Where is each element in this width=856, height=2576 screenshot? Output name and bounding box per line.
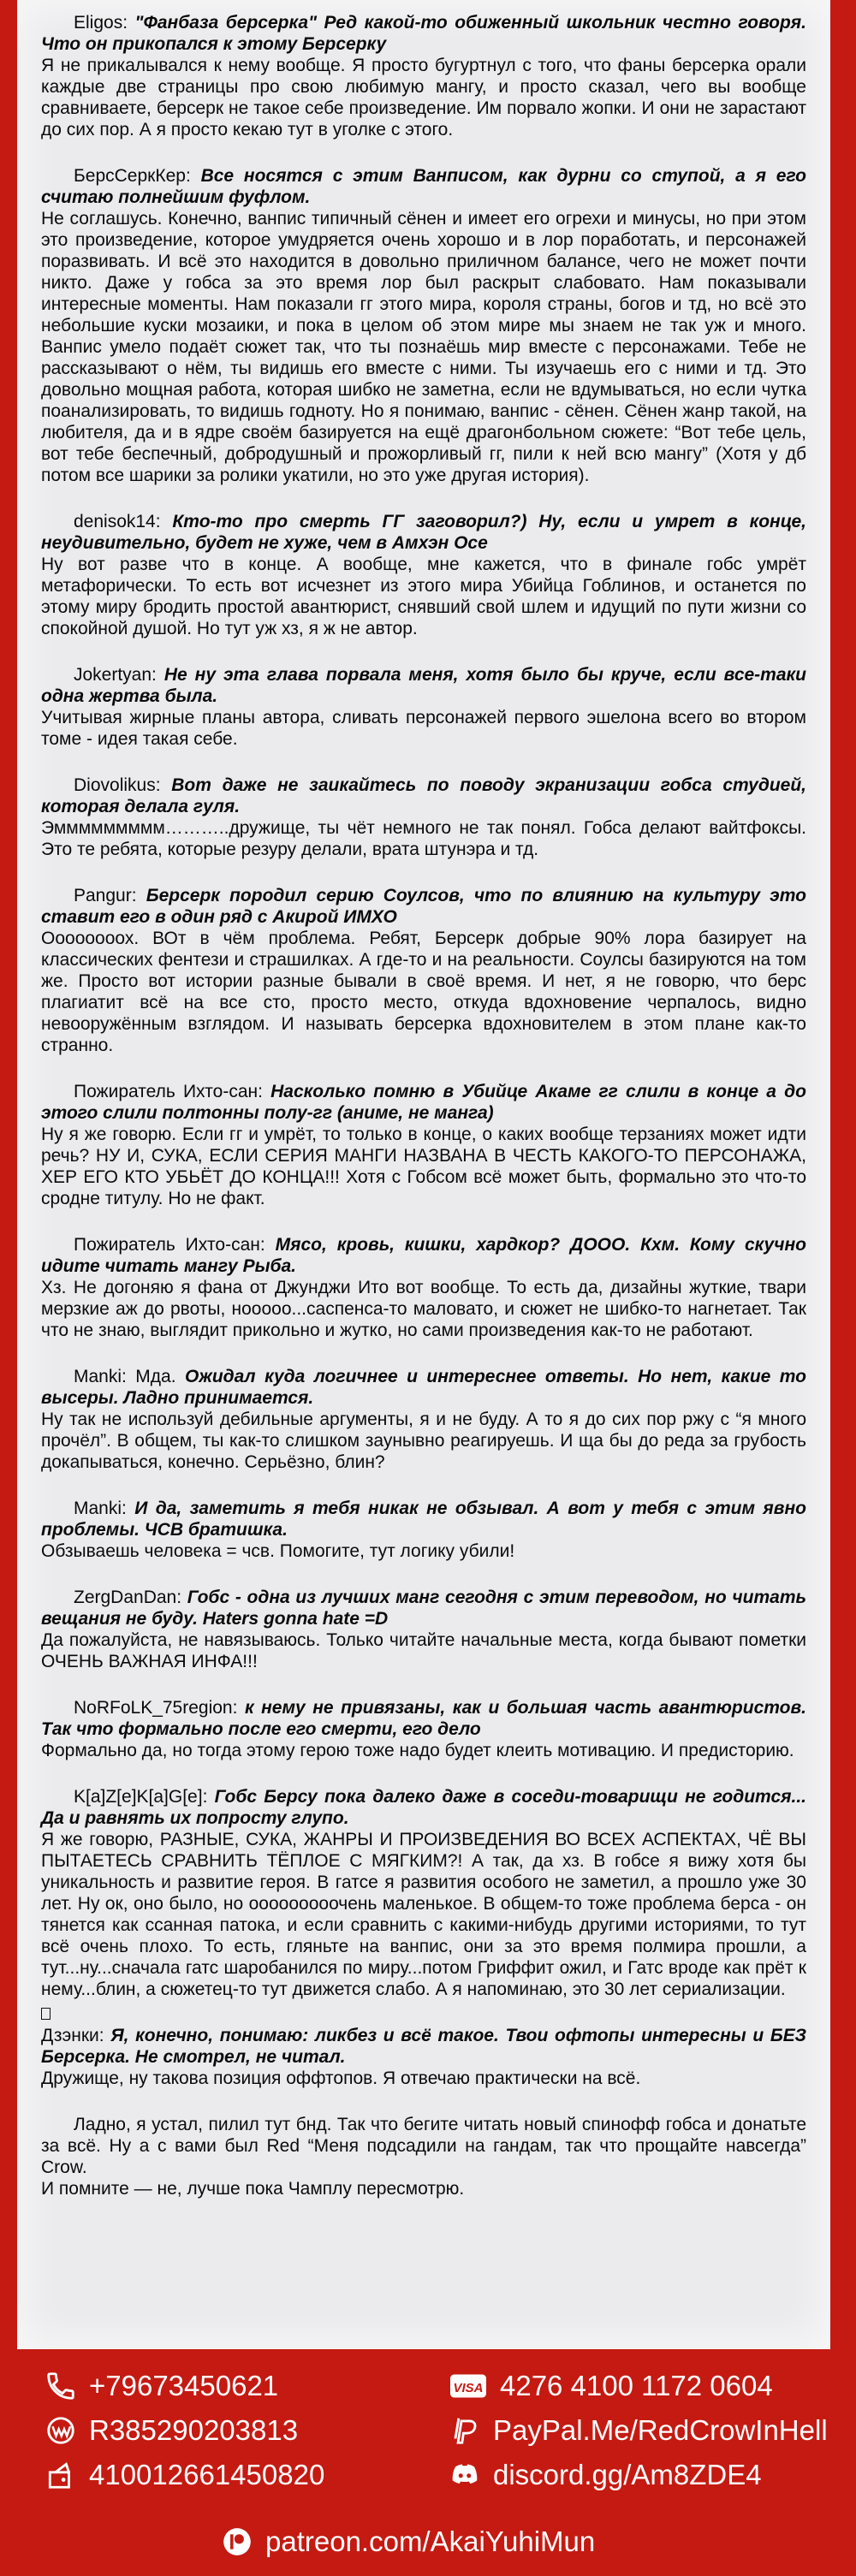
translator-answer: Формально да, но тогда этому герою тоже надо будет клеить мотивацию. И предисторию.: [41, 1741, 794, 1760]
donation-footer: [0, 2349, 856, 2576]
commenter-nick: NoRFoLK_75region:: [74, 1698, 238, 1718]
translator-answer: Оооооооох. ВОт в чём проблема. Ребят, Берсерк добрые 90% лора базирует на классических фентези и страшилках. А где-то и на реальности. Соулсы базируются на том же. Просто вот истории разные бывали в своё время. И нет, я не говорю, что берс плагиатит всё на все сто, просто место, откуда вдохновение черпалось, видно невооружённым взглядом. И называть берсерка вдохновителем в этом плане как-то странно.: [41, 929, 806, 1055]
qa-entry: [41, 511, 806, 639]
commenter-nick: Дзэнки:: [41, 2026, 104, 2045]
comment-quote: Гобс - одна из лучших манг сегодня с этим переводом, но читать вещания не буду. Haters gonna hate =D: [41, 1588, 806, 1629]
reader-comment: [41, 1234, 806, 1277]
yandex-wallet[interactable]: 410012661450820: [89, 2459, 325, 2490]
closing-line: Ладно, я устал, пилил тут бнд. Так что бегите читать новый спинофф гобса и донатьте за всё. Ну а с вами был Red “Меня подсадили на гандам, так что прощайте навсегда” Crow.: [41, 2115, 806, 2177]
reader-comment: [41, 1366, 806, 1409]
reader-comment: [41, 1498, 806, 1540]
qa-entry: [41, 1081, 806, 1209]
qa-entry: [41, 12, 806, 140]
reader-comment: [41, 775, 806, 817]
webmoney-icon: [45, 2414, 77, 2447]
phone-icon: [45, 2370, 77, 2402]
reader-comment: [41, 1587, 806, 1629]
yandex-money-icon: [45, 2459, 77, 2491]
translator-answer: Ну так не используй дебильные аргументы, я и не буду. А то я до сих пор ржу с “я много прочёл”. В общем, ты как-то слишком заунывно реагируешь. И ща бы до реда за грубость докапываться, конечно. Серьёзно, блин?: [41, 1410, 806, 1472]
comment-quote: Все носятся с этим Ванписом, как дурни со ступой, а я его считаю полнейшим фуфлом.: [41, 166, 806, 207]
translator-answer: Эммммммммм………..дружище, ты чёт немного не так понял. Гобса делают вайтфоксы. Это те ребята, которые резуру делали, врата штунэра и тд.: [41, 818, 806, 859]
comment-quote: Гобс Берсу пока далеко даже в соседи-товарищи не годится... Да и равнять их попросту глупо.: [41, 1787, 806, 1828]
comment-quote: Мясо, кровь, кишки, хардкор? ДООО. Кхм. Кому скучно идите читать мангу Рыба.: [41, 1235, 806, 1276]
commenter-nick: БерсСеркКер:: [74, 166, 191, 186]
qa-entry: [41, 165, 806, 486]
qa-entry: [41, 2025, 806, 2089]
reader-comment: [41, 2025, 806, 2068]
qa-entry: [41, 664, 806, 750]
commenter-nick: Пожиратель Ихто-сан:: [74, 1082, 263, 1101]
comment-quote: И да, заметить я тебя никак не обзывал. А вот у тебя с этим явно проблемы. ЧСВ братишка.: [41, 1499, 806, 1540]
paypal-link[interactable]: PayPal.Me/RedCrowInHell: [493, 2414, 828, 2446]
reader-comment: [41, 1786, 806, 1829]
translator-answer: Да пожалуйста, не навязываюсь. Только читайте начальные места, когда бывают пометки ОЧЕНЬ ВАЖНАЯ ИНФА!!!: [41, 1630, 806, 1671]
reader-comment: [41, 12, 806, 55]
discord-link[interactable]: discord.gg/Am8ZDE4: [493, 2459, 762, 2490]
qa-entry: [41, 885, 806, 1056]
qa-text-column: [41, 12, 806, 2224]
missing-glyph-line: [41, 2003, 806, 2025]
qa-entry: [41, 1234, 806, 1341]
qa-entry: [41, 1366, 806, 1473]
webmoney-wallet[interactable]: R385290203813: [89, 2414, 299, 2446]
phone-number[interactable]: +79673450621: [89, 2370, 279, 2401]
closing-note: [41, 2114, 806, 2199]
commenter-nick: Pangur:: [74, 886, 137, 905]
paypal-row: [449, 2409, 828, 2452]
reader-comment: [41, 1081, 806, 1124]
comment-quote: Кто-то про смерть ГГ заговорил?) Ну, если и умрет в конце, неудивительно, будет не хуже, чем в Амхэн Осе: [41, 512, 806, 553]
paypal-icon: [449, 2414, 481, 2447]
commenter-nick: K[a]Z[e]K[a]G[e]:: [74, 1787, 208, 1807]
comment-quote: Вот даже не заикайтесь по поводу экранизации гобса студией, которая делала гуля.: [41, 775, 806, 816]
webmoney-row: [45, 2409, 298, 2452]
comment-quote: к нему не привязаны, как и большая часть авантюристов. Так что формально после его смерти, его дело: [41, 1698, 806, 1739]
commenter-nick: ZergDanDan:: [74, 1588, 182, 1607]
qa-entry: [41, 1498, 806, 1562]
commenter-nick: Jokertyan:: [74, 665, 157, 685]
translator-answer: Не соглашусь. Конечно, ванпис типичный сёнен и имеет его огрехи и минусы, но при этом это произведение, которое умудряется очень хорошо и в лор поработать, и персонажей поразвивать. И всё это находится в довольно приличном балансе, чего не может почти никто. Даже у гобса за это время лор был раскрыт слабовато. Нам показывали интересные моменты. Нам показали гг этого мира, короля страны, богов и тд, но всё это небольшие куски мозаики, и пока в целом об этом мире мы знаем не так уж и много. Ванпис умело подаёт сюжет так, что ты познаёшь мир вместе с персонажами. Тебе не рассказывают о нём, ты видишь его вместе с ними. Ты изучаешь его с ними и тд. Это довольно мощная работа, которая шибко не заметна, если не вдумываться, но если чутка поанализировать, то видишь годноту. Но я понимаю, ванпис - сёнен. Сёнен жанр такой, на любителя, да и в ядре своём базируется на ещё драгонбольном сюжете: “Вот тебе цель, вот тебе беспечный, добродушный и прожорливый гг, пили к ней всю мангу” (Хотя у дб потом все шарики за ролики укатили, но это уже другая история).: [41, 209, 806, 485]
translator-answer: Ну вот разве что в конце. А вообще, мне кажется, что в финале гобс умрёт метафорически. То есть вот исчезнет из этого мира Убийца Гоблинов, и останется по этому миру бродить простой авантюрист, снявший свой шлем и идущий по пути жизни со спокойной душой. Но тут уж хз, я ж не автор.: [41, 555, 806, 638]
commenter-nick: Eligos:: [74, 13, 128, 33]
reader-comment: [41, 511, 806, 554]
translator-answer: Ну я же говорю. Если гг и умрёт, то только в конце, о каких вообще терзаниях может идти речь? НУ И, СУКА, ЕСЛИ СЕРИЯ МАНГИ НАЗВАНА В ЧЕСТЬ КАКОГО-ТО ПЕРСОНАЖА, ХЕР ЕГО КТО УБЬЁТ ДО КОНЦА!!! Хотя с Гобсом всё может быть, формально это что-то сродне титулу. Но не факт.: [41, 1125, 806, 1208]
qa-entry: [41, 775, 806, 860]
translator-answer: Обзываешь человека = чсв. Помогите, тут логику убили!: [41, 1541, 515, 1561]
closing-ps: И помните — не, лучше пока Чамплу пересмотрю.: [41, 2179, 465, 2199]
reader-comment: [41, 165, 806, 208]
qa-entry: [41, 1697, 806, 1761]
visa-card-label: VISA: [453, 2380, 484, 2395]
patreon-icon: [221, 2526, 253, 2558]
visa-row: [449, 2365, 773, 2407]
commenter-nick: denisok14:: [74, 512, 161, 531]
translator-answer: Дружище, ну такова позиция оффтопов. Я отвечаю практически на всё.: [41, 2069, 641, 2088]
visa-card-icon: [449, 2370, 488, 2402]
comment-quote: Ожидал куда логичнее и интереснее ответы. Но нет, какие то высеры. Ладно принимается.: [41, 1367, 806, 1408]
commenter-nick: Diovolikus:: [74, 775, 161, 795]
discord-icon: [449, 2459, 481, 2491]
translator-answer: Я не прикалывался к нему вообще. Я просто бугуртнул с того, что фаны берсерка орали каждые две страницы про свою любимую мангу, и просто сказал, чего вы вообще сравниваете, берсерк не такое себе произведение. Им порвало жопки. И они не зарастают до сих пор. А я просто кекаю тут в уголке с этого.: [41, 56, 806, 139]
translator-answer: Учитывая жирные планы автора, сливать персонажей первого эшелона всего во втором томе - идея такая себе.: [41, 708, 806, 749]
visa-card-number[interactable]: 4276 4100 1172 0604: [500, 2370, 773, 2401]
yandex-money-row: [45, 2454, 324, 2496]
reader-comment: [41, 664, 806, 707]
comment-quote: Берсерк породил серию Соулсов, что по влиянию на культуру это ставит его в один ряд с Акирой ИМХО: [41, 886, 806, 927]
comment-quote: Не ну эта глава порвала меня, хотя было бы круче, если все-таки одна жертва была.: [41, 665, 806, 706]
qa-entry: [41, 1786, 806, 2000]
reader-comment: [41, 885, 806, 928]
comment-quote: Я, конечно, понимаю: ликбез и всё такое. Твои офтопы интересны и БЕЗ Берсерка. Не смотрел, не читал.: [41, 2026, 806, 2067]
translator-answer: Хз. Не догоняю я фана от Джунджи Ито вот вообще. То есть да, дизайны жуткие, твари мерзкие аж до рвоты, нооооо...саспенса-то маловато, и сюжет не шибко-то нагнетает. Так что не знаю, выглядит прикольно и жутко, но сами произведения как-то не работают.: [41, 1278, 806, 1340]
qa-entry: [41, 1587, 806, 1672]
phone-row: [45, 2365, 278, 2407]
comment-quote: Насколько помню в Убийце Акаме гг слили в конце а до этого слили полтонны полу-гг (аниме, не манга): [41, 1082, 806, 1123]
commenter-nick: Manki: Мда.: [74, 1367, 176, 1386]
missing-glyph-box: [41, 2008, 51, 2020]
commenter-nick: Manki:: [74, 1499, 127, 1518]
comment-quote: "Фанбаза берсерка" Ред какой-то обиженный школьник честно говоря. Что он прикопался к этому Берсерку: [41, 13, 806, 54]
discord-row: [449, 2454, 762, 2496]
reader-comment: [41, 1697, 806, 1740]
patreon-link[interactable]: patreon.com/AkaiYuhiMun: [265, 2526, 596, 2557]
translator-answer: Я же говорю, РАЗНЫЕ, СУКА, ЖАНРЫ И ПРОИЗВЕДЕНИЯ ВО ВСЕХ АСПЕКТАХ, ЧЁ ВЫ ПЫТАЕТЕСЬ СРАВНИТЬ ТЁПЛОЕ С МЯГКИМ?! А так, да хз. В гобсе я вижу хотя бы уникальность и развитие героя. В гатсе я развития особого не заметил, а прошло уже 30 лет. Ну ок, оно было, но ооооооооочень маленькое. В общем-то тоже проблема берса - он тянется как ссанная патока, и если сравнить с какими-нибудь другими историями, то тут всё очень плохо. То есть, гляньте на ванпис, они за это время полмира прошли, а тут...ну...сначала гатс шаробанился по миру...потом Гриффит ожил, и Гатс вроде как прёт к нему...блин, а сюжетец-то тут движется слабо. А я напоминаю, это 30 лет сериализации.: [41, 1830, 806, 1999]
commenter-nick: Пожиратель Ихто-сан:: [74, 1235, 265, 1255]
patreon-row: [221, 2520, 595, 2563]
